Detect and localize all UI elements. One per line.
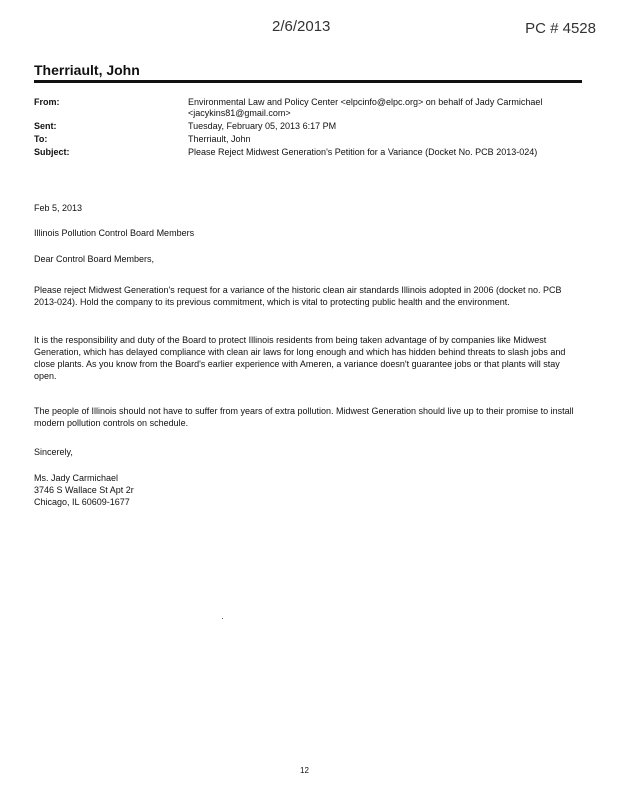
to-value: Therriault, John	[188, 134, 251, 144]
sent-value: Tuesday, February 05, 2013 6:17 PM	[188, 121, 337, 131]
salutation	[34, 253, 582, 265]
signer-name: Ms. Jady Carmichael	[34, 473, 119, 483]
from-row	[34, 97, 594, 121]
address-line-2: Chicago, IL 60609-1677	[34, 497, 130, 507]
page-number: 12	[300, 766, 309, 775]
stamp-date: 2/6/2013	[272, 18, 331, 35]
signature-block	[34, 472, 582, 508]
from-value: Environmental Law and Policy Center <elpcinfo@elpc.org> on behalf of Jady Carmichael <jacykins81@gmail.com>	[188, 97, 543, 118]
paragraph-3-text: The people of Illinois should not have to suffer from years of extra pollution. Midwest Generation should live up to their promise to install modern pollution controls on schedule.	[34, 406, 574, 428]
subject-row	[34, 147, 594, 159]
to-label: To:	[34, 134, 48, 144]
letter-date	[34, 202, 582, 214]
paragraph-3	[34, 405, 582, 429]
addressee-text: Illinois Pollution Control Board Members	[34, 228, 195, 238]
sent-row	[34, 121, 594, 133]
salutation-text: Dear Control Board Members,	[34, 254, 155, 264]
from-label: From:	[34, 97, 60, 107]
paragraph-1	[34, 284, 582, 308]
addressee	[34, 227, 582, 239]
sent-label: Sent:	[34, 121, 57, 131]
subject-label: Subject:	[34, 147, 70, 157]
to-row	[34, 134, 594, 146]
pc-number-stamp: PC # 4528	[525, 20, 596, 37]
paragraph-2	[34, 334, 582, 382]
header-divider	[34, 80, 582, 83]
paragraph-1-text: Please reject Midwest Generation's request for a variance of the historic clean air standards Illinois adopted in 2006 (docket no. PCB 2013-024). Hold the company to its previous commitment, which is vital to protecting public health and the environment.	[34, 285, 562, 307]
scan-speck	[222, 618, 223, 619]
paragraph-2-text: It is the responsibility and duty of the Board to protect Illinois residents from being taken advantage of by companies like Midwest Generation, which has delayed compliance with clean air laws for long enough and which has hidden behind threats to slash jobs and close plants. As you know from the Board's earlier experience with Ameren, a variance doesn't guarantee jobs or that plants will stay open.	[34, 335, 566, 381]
letter-date-text: Feb 5, 2013	[34, 203, 83, 213]
subject-value: Please Reject Midwest Generation's Petition for a Variance (Docket No. PCB 2013-024)	[188, 147, 538, 157]
closing	[34, 446, 582, 458]
address-line-1: 3746 S Wallace St Apt 2r	[34, 485, 134, 495]
sender-name: Therriault, John	[34, 62, 140, 78]
closing-text: Sincerely,	[34, 447, 73, 457]
